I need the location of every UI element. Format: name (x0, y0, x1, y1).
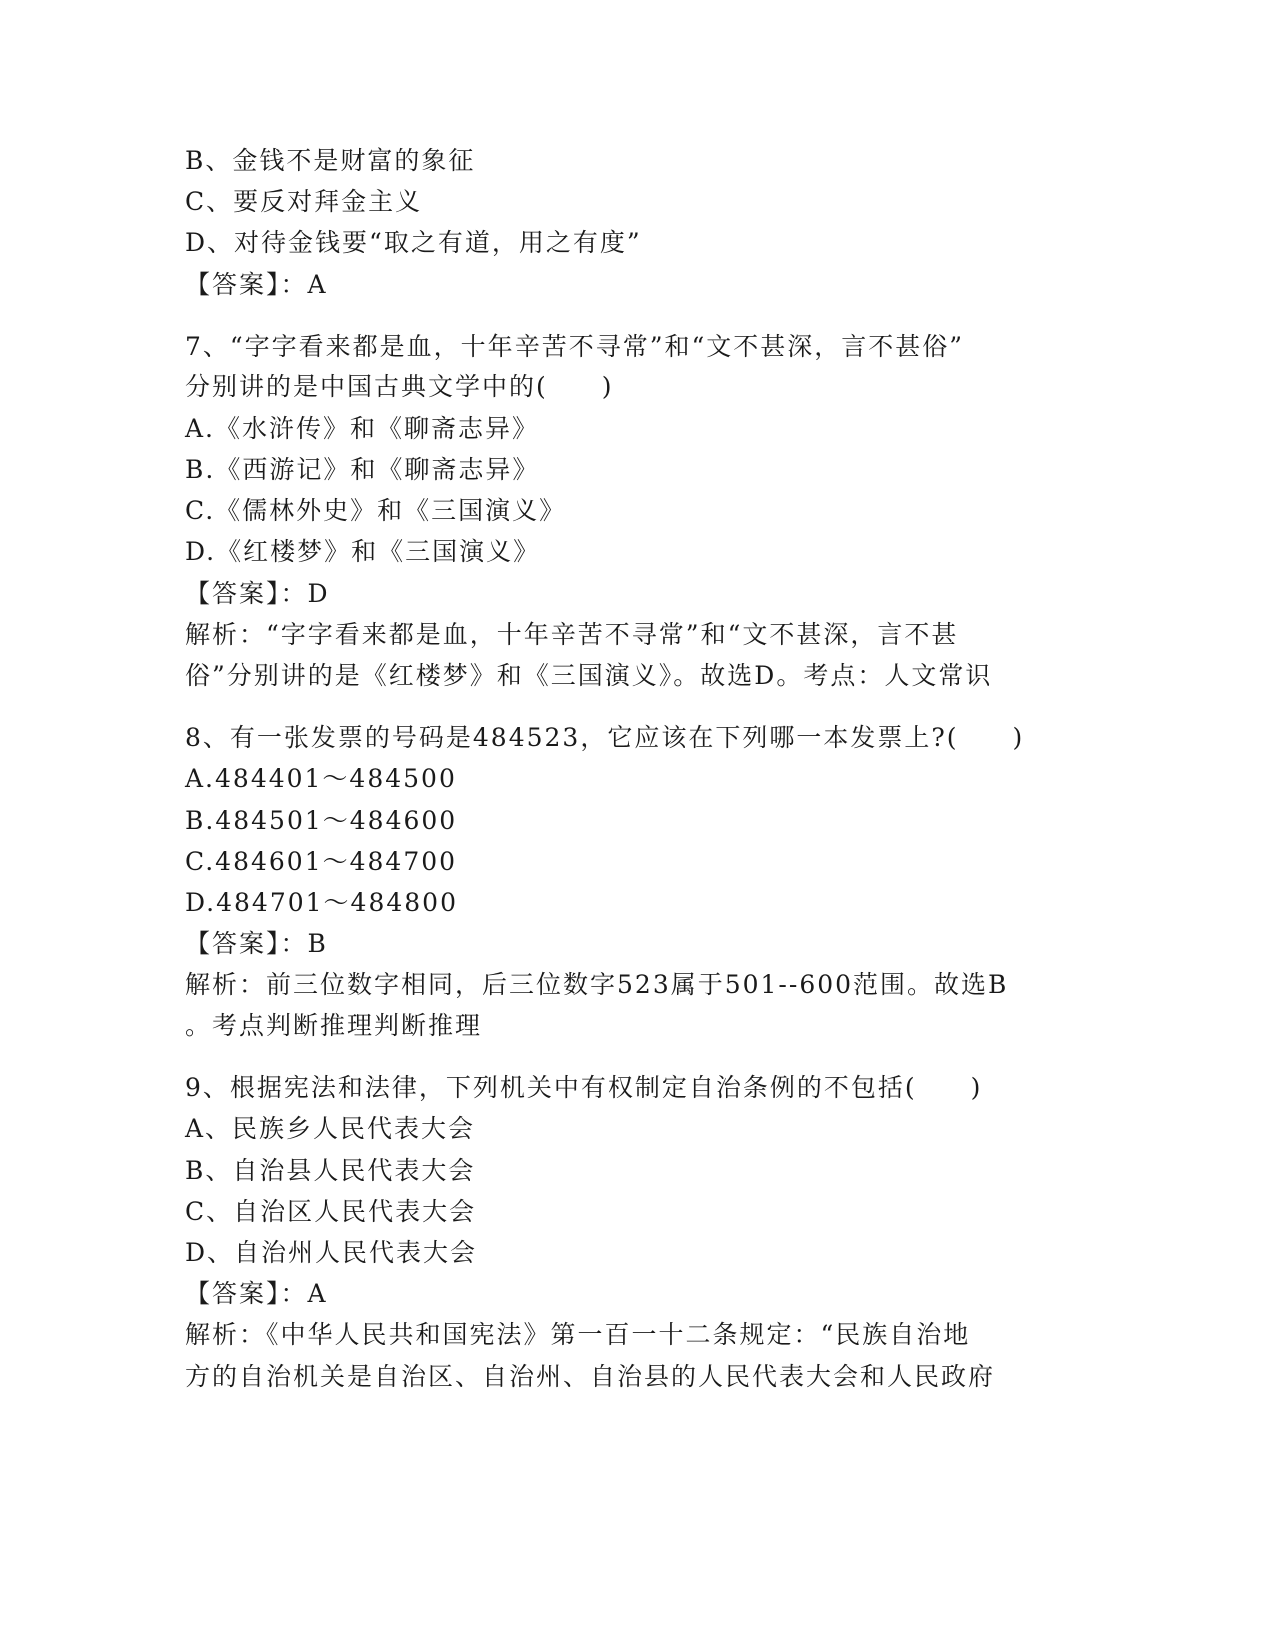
q8-analysis-line-2: 。考点判断推理判断推理 (185, 1011, 483, 1040)
q8-analysis-line-1: 解析：前三位数字相同，后三位数字523属于501--600范围。故选B (185, 970, 1009, 999)
q7-option-b: B.《西游记》和《聊斋志异》 (185, 455, 540, 484)
q6-option-b: B、金钱不是财富的象征 (185, 146, 476, 175)
q7-option-a: A.《水浒传》和《聊斋志异》 (185, 414, 540, 443)
q9-option-d: D、自治州人民代表大会 (185, 1238, 478, 1267)
q8-option-a: A.484401～484500 (185, 764, 457, 793)
q8-answer: 【答案】：B (185, 929, 328, 958)
q9-option-a: A、民族乡人民代表大会 (185, 1114, 476, 1143)
q9-stem: 9、根据宪法和法律，下列机关中有权制定自治条例的不包括( ) (185, 1073, 983, 1102)
q7-analysis-line-2: 俗”分别讲的是《红楼梦》和《三国演义》。故选D。考点：人文常识 (185, 661, 993, 690)
q8-option-b: B.484501～484600 (185, 806, 458, 835)
q7-analysis-line-1: 解析：“字字看来都是血，十年辛苦不寻常”和“文不甚深，言不甚 (185, 620, 959, 649)
q8-option-c: C.484601～484700 (185, 847, 458, 876)
q7-answer: 【答案】：D (185, 579, 330, 608)
q9-analysis-line-2: 方的自治机关是自治区、自治州、自治县的人民代表大会和人民政府 (185, 1362, 996, 1391)
q8-stem: 8、有一张发票的号码是484523，它应该在下列哪一本发票上?( ) (185, 723, 1025, 752)
q7-option-d: D.《红楼梦》和《三国演义》 (185, 537, 541, 566)
q9-analysis-line-1: 解析：《中华人民共和国宪法》第一百一十二条规定：“民族自治地 (185, 1320, 971, 1349)
q9-answer: 【答案】：A (185, 1279, 328, 1308)
q6-answer: 【答案】：A (185, 270, 328, 299)
q6-option-c: C、要反对拜金主义 (185, 187, 423, 216)
q7-stem-line-2: 分别讲的是中国古典文学中的( ) (185, 372, 614, 401)
q9-option-c: C、自治区人民代表大会 (185, 1197, 477, 1226)
q6-option-d: D、对待金钱要“取之有道，用之有度” (185, 228, 642, 257)
q7-option-c: C.《儒林外史》和《三国演义》 (185, 496, 567, 525)
q8-option-d: D.484701～484800 (185, 888, 458, 917)
q7-stem-line-1: 7、“字字看来都是血，十年辛苦不寻常”和“文不甚深，言不甚俗” (185, 332, 965, 361)
q9-option-b: B、自治县人民代表大会 (185, 1156, 476, 1185)
